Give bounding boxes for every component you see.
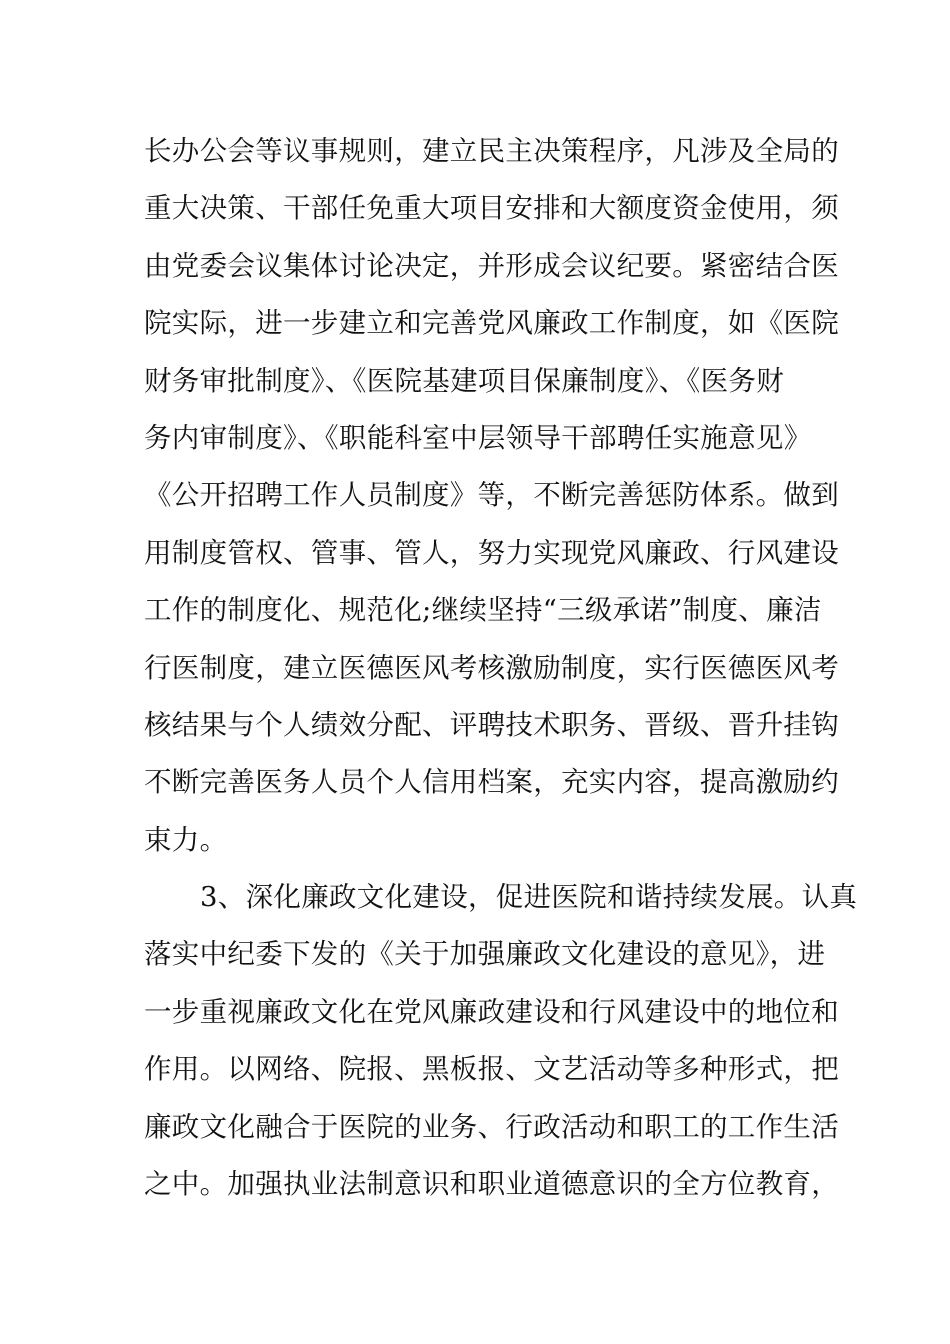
text-line: 用制度管权、管事、管人，努力实现党风廉政、行风建设: [144, 536, 839, 569]
text-line: 行医制度，建立医德医风考核激励制度，实行医德医风考: [144, 651, 839, 684]
text-line: 由党委会议集体讨论决定，并形成会议纪要。紧密结合医: [144, 249, 839, 282]
text-line: 之中。加强执业法制意识和职业道德意识的全方位教育，: [144, 1168, 839, 1201]
body-text: [144, 123, 858, 1213]
text-line: 财务审批制度》、《医院基建项目保廉制度》、《医务财: [144, 364, 784, 397]
text-line: 作用。以网络、院报、黑板报、文艺活动等多种形式，把: [144, 1053, 839, 1086]
text-line: 廉政文化融合于医院的业务、行政活动和职工的工作生活: [144, 1110, 839, 1143]
text-line: 一步重视廉政文化在党风廉政建设和行风建设中的地位和: [144, 995, 839, 1028]
text-line: 不断完善医务人员个人信用档案，充实内容，提高激励约: [144, 766, 839, 799]
text-line: 工作的制度化、规范化;继续坚持“三级承诺”制度、廉洁: [144, 594, 822, 627]
text-line: 落实中纪委下发的《关于加强廉政文化建设的意见》，进: [144, 938, 826, 971]
text-line: 束力。: [144, 823, 228, 856]
text-line: 务内审制度》、《职能科室中层领导干部聘任实施意见》: [144, 421, 812, 454]
text-line: 核结果与个人绩效分配、评聘技术职务、晋级、晋升挂钩: [144, 708, 839, 741]
text-line: 《公开招聘工作人员制度》等，不断完善惩防体系。做到: [144, 479, 839, 512]
paragraph-start-line: 3、深化廉政文化建设，促进医院和谐持续发展。认真: [200, 881, 858, 914]
text-line: 重大决策、干部任免重大项目安排和大额度资金使用，须: [144, 192, 839, 225]
text-line: 长办公会等议事规则，建立民主决策程序，凡涉及全局的: [144, 135, 839, 167]
text-line: 院实际，进一步建立和完善党风廉政工作制度，如《医院: [144, 307, 839, 340]
